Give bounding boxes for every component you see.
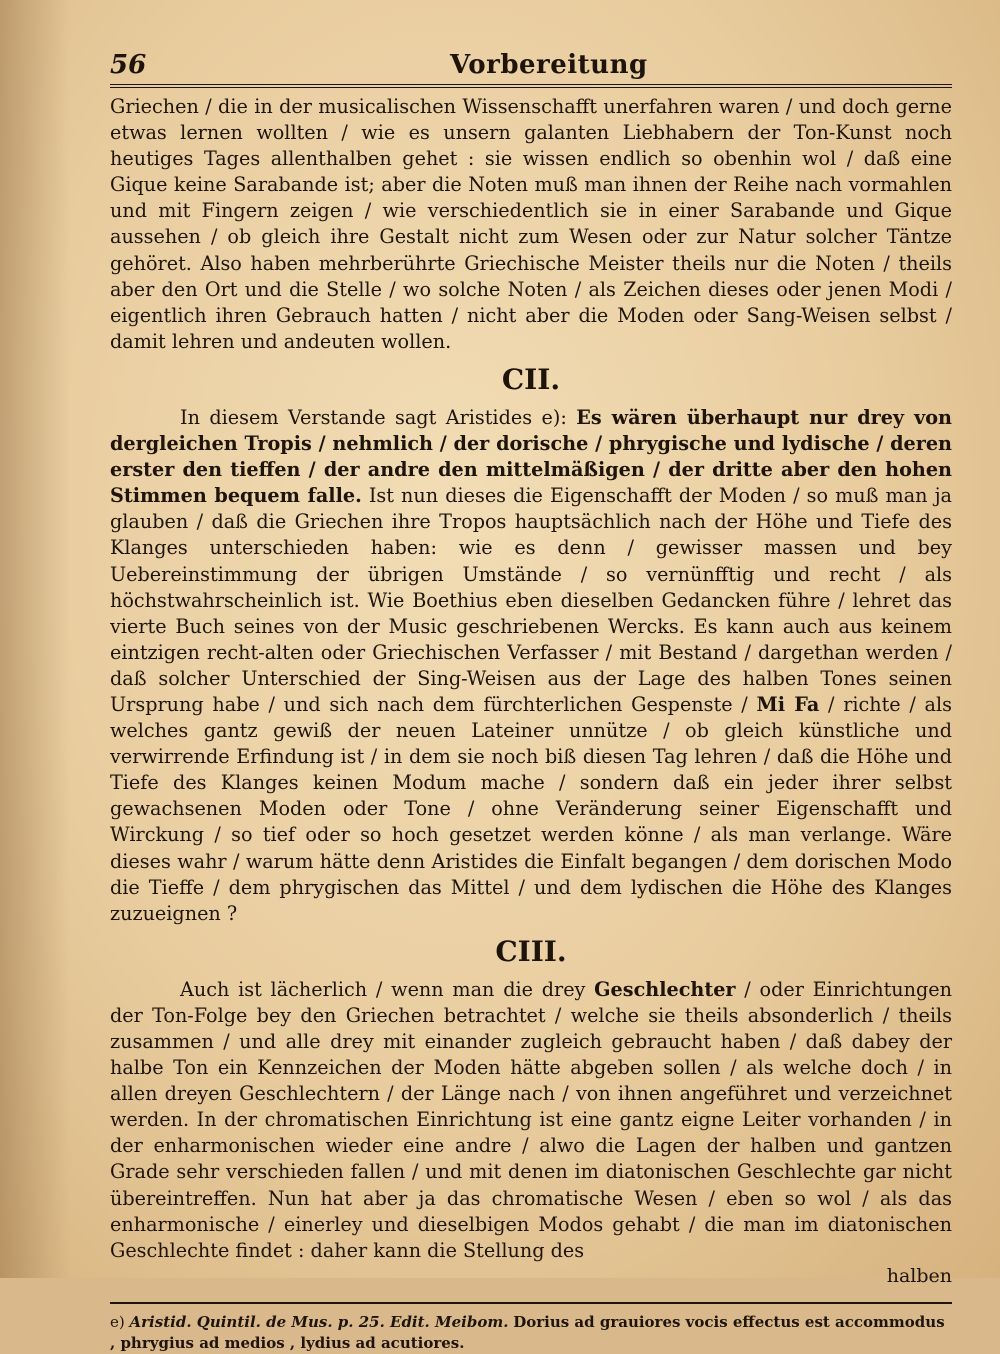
footnote-rule — [110, 1302, 952, 1304]
section-number-cii: CII. — [501, 362, 561, 396]
aristides-quote: Es wären überhaupt nur drey von dergleichen Tropis / nehmlich / der dorische / phrygische und lydische / deren erster den tieffen / der andre den mittelmäßigen / der dritte aber den hohen Stimmen bequem falle. — [110, 405, 952, 508]
page-number: 56 — [110, 50, 147, 80]
body-text — [110, 94, 952, 1288]
paragraph-2-lead: In diesem Verstande sagt Aristides e): — [180, 405, 577, 429]
mi-fa-term: Mi Fa — [756, 692, 820, 716]
section-number-ciii: CIII. — [495, 934, 567, 968]
footnote-citation: Aristid. Quintil. de Mus. p. 25. Edit. Meibom. — [129, 1312, 509, 1331]
footnote-quote: Dorius ad grauiores vocis effectus est accommodus , phrygius ad medios , lydius ad acutiores. — [110, 1312, 945, 1352]
paragraph-1: Griechen / die in der musicalischen Wissenschafft unerfahren waren / und doch gerne etwas lernen wollten / wie es unsern galanten Liebhabern der Ton-Kunst noch heutiges Tages allenthalben gehet : sie wissen endlich so obenhin wol / daß eine Gique keine Sarabande ist; aber die Noten muß man ihnen der Reihe nach vormahlen und mit Fingern zeigen / wie verschiedentlich sie in einer Sarabande und Gique aussehen / ob gleich ihre Gestalt nicht zum Wesen oder zur Natur solcher Täntze gehöret. Also haben mehrberührte Griechische Meister theils nur die Noten / theils aber den Ort und die Stelle / wo solche Noten / als Zeichen dieses oder jenen Modi / eigentlich ihren Gebrauch hatten / nicht aber die Moden oder Sang-Weisen selbst / damit lehren und andeuten wollen. — [110, 95, 952, 353]
footnote-mark: e) — [110, 1312, 125, 1331]
paragraph-3-lead: Auch ist lächerlich / wenn man die drey — [180, 977, 595, 1001]
geschlechter-term: Geschlechter — [594, 977, 736, 1001]
footnote — [110, 1312, 952, 1354]
paragraph-3-rest: / oder Einrichtungen der Ton-Folge bey den Griechen betrachtet / welche sie theils absonderlich / theils zusammen / und alle drey mit einander zugleich gebraucht haben / daß dabey der halbe Ton ein Kennzeichen der Moden hätte abgeben sollen / als welche doch / in allen dreyen Geschlechtern / der Länge nach / von ihnen angeführet und verzeichnet werden. In der chromatischen Einrichtung ist eine gantz eigne Leiter vorhanden / in der enharmonischen wieder eine andre / alwo die Lagen der halben und gantzen Grade sehr verschieden fallen / und mit denen im diatonischen Geschlechte gar nicht übereintreffen. Nun hat aber ja das chromatische Wesen / eben so wol / als das enharmonische / einerley und dieselbigen Modos gehabt / die man im diatonischen Geschlechte findet : daher kann die Stellung des — [110, 977, 952, 1262]
page-header — [110, 44, 952, 84]
catchword: halben — [886, 1264, 952, 1287]
paragraph-2 — [110, 405, 952, 927]
running-head: Vorbereitung — [450, 50, 648, 80]
header-rule — [110, 84, 952, 88]
paragraph-3 — [110, 977, 952, 1264]
paragraph-2-rest: Ist nun dieses die Eigenschafft der Moden / so muß man ja glauben / daß die Griechen ihre Tropos hauptsächlich nach der Höhe und Tiefe des Klanges unterschieden haben: wie es denn / gewisser massen und bey Uebereinstimmung der übrigen Umstände / so vernünfftig und recht / als höchstwahrscheinlich ist. Wie Boethius eben dieselben Gedancken führe / lehret das vierte Buch seines von der Music geschriebenen Wercks. Es kann auch aus keinem eintzigen recht-alten oder Griechischen Verfasser / mit Bestand / dargethan werden / daß solcher Unterschied der Sing-Weisen aus der Lage des halben Tones seinen Ursprung habe / und sich nach dem fürchterlichen Gespenste / — [110, 484, 952, 716]
paragraph-2-rest2: / richte / als welches gantz gewiß der neuen Lateiner unnütze / ob gleich künstliche und verwirrende Erfindung ist / in dem sie noch biß diesen Tag lehren / daß die Höhe und Tiefe des Klanges keinen Modum mache / sondern daß ein jeder ihrer selbst gewachsenen Moden oder Tone / ohne Veränderung seiner Eigenschafft und Wirckung / so tief oder so hoch gesetzet werden könne / als man verlange. Wäre dieses wahr / warum hätte denn Aristides die Einfalt begangen / dem dorischen Modo die Tieffe / dem phrygischen das Mittel / und dem lydischen die Höhe des Klanges zuzueignen ? — [110, 692, 952, 925]
